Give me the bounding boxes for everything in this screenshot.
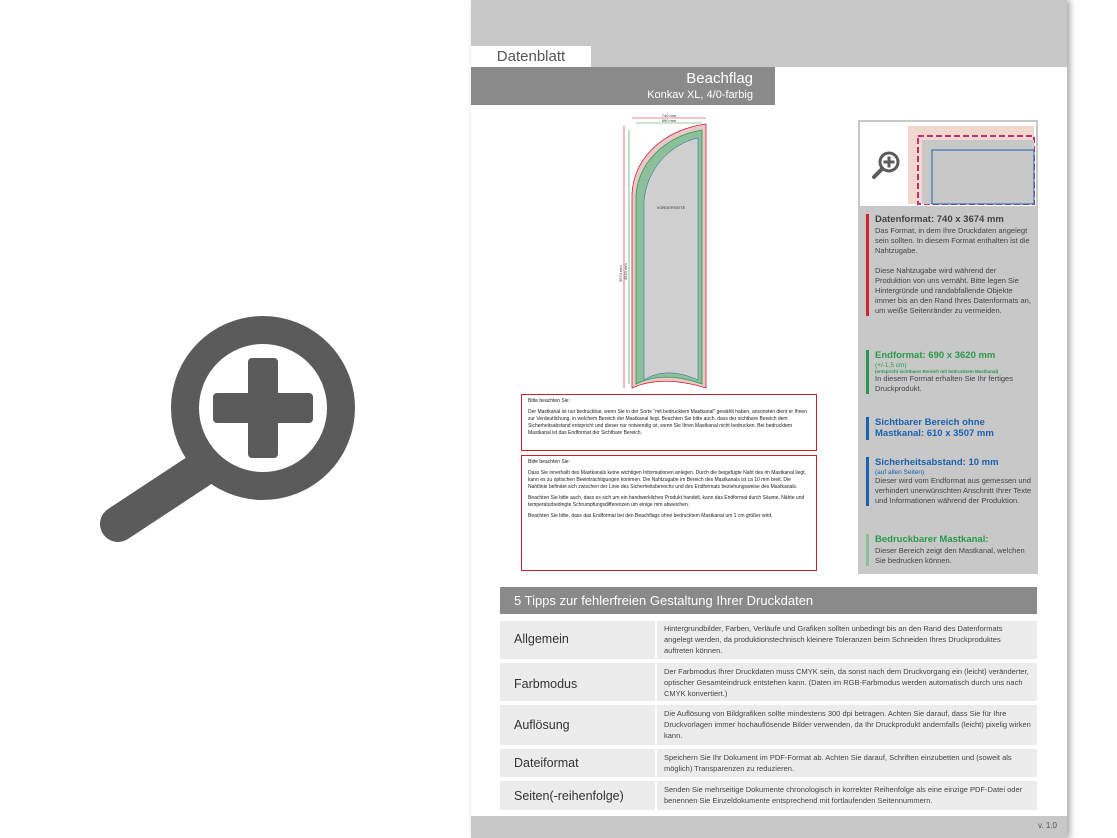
product-subtitle: Konkav XL, 4/0-farbig xyxy=(647,89,753,101)
tip-text: Der Farbmodus Ihrer Druckdaten muss CMYK sein, da sonst nach dem Druckvorgang ein (leicht) veränderter, optischer Gesamteindruck entstehen kann. (Daten im RGB-Farbmodus werden automatisch durch uns nach CMYK konvertiert.) xyxy=(664,667,1029,698)
legend-item-safety-margin xyxy=(866,457,1034,506)
product-title: Beachflag xyxy=(686,70,753,87)
legend-desc: In diesem Format erhalten Sie Ihr fertiges Druckprodukt. xyxy=(875,374,1013,393)
legend-title: Sichtbarer Bereich ohne Mastkanal: 610 x 3507 mm xyxy=(875,417,994,439)
header-band-right xyxy=(591,46,1067,67)
legend-title: Sicherheitsabstand: 10 mm xyxy=(875,457,999,468)
note-box-mast-channel xyxy=(521,394,817,451)
zoom-in-icon[interactable] xyxy=(88,290,388,550)
divider xyxy=(655,621,657,659)
divider xyxy=(655,705,657,745)
tip-row xyxy=(500,705,1037,745)
note-text: Der Mastkanal ist nur bedruckbar, wenn Sie in der Sorte "mit bedrucktem Mastkanal" gewählt haben, ansonsten dient er Ihnen zur Verdeutlichung, in welchem Bereich der Mastkanal liegt. Beachten Sie bitte auch, dass der sichtbare Bereich dem Sicherheitsabstand entspricht und dieser nur notwendig ist, wenn Sie Ihren Mastkanal nicht bedrucken. Bei bedrucktem Mastkanal ist das Endformat der Sichtbare Bereich. xyxy=(528,409,807,436)
legend-desc: Dieser wird vom Endformat aus gemessen und verhindert unerwünschten Anschnitt Ihrer Texte und Informationen während der Produktion. xyxy=(875,476,1032,505)
tip-row xyxy=(500,621,1037,659)
legend-title: Endformat: 690 x 3620 mm xyxy=(875,350,996,361)
legend-title: Bedruckbarer Mastkanal: xyxy=(875,534,989,545)
tips-heading: 5 Tipps zur fehlerfreien Gestaltung Ihrer Druckdaten xyxy=(500,587,1037,614)
legend-item-visible-area xyxy=(866,417,1034,440)
tip-text: Hintergrundbilder, Farben, Verläufe und Grafiken sollten unbedingt bis an den Rand des Datenformats angelegt werden, da produktionstechnisch kleinere Toleranzen beim Schneiden Ihres Druckproduktes auftreten können. xyxy=(664,624,1003,655)
legend-preview xyxy=(860,122,1036,206)
tip-label: Allgemein xyxy=(514,632,569,646)
legend-desc: Dieser Bereich zeigt den Mastkanal, welchen Sie bedrucken können. xyxy=(875,546,1025,565)
legend-title: Datenformat: 740 x 3674 mm xyxy=(875,214,1004,225)
note-box-seam xyxy=(521,455,817,571)
tip-row xyxy=(500,663,1037,701)
legend-desc: Das Format, in dem Ihre Druckdaten angelegt sein sollten. In diesem Format enthalten ist die Nahtzugabe. Diese Nahtzugabe wird während der Produktion von uns vernäht. Bitte legen Sie Hintergründe und randabfallende Objekte immer bis an den Rand Ihres Datenformats an, um weiße Seitenränder zu vermeiden. xyxy=(875,226,1031,315)
tip-label: Seiten(-reihenfolge) xyxy=(514,789,624,803)
title-bar xyxy=(471,67,775,105)
datasheet-tag: Datenblatt xyxy=(471,46,591,67)
note-text: Beachten Sie bitte auch, dass es sich um ein handwerkliches Produkt handelt, kann das Endformat durch Säume, Nähte und temperaturbedingte Schrumpfungsdifferenzen um einige mm abweichen. xyxy=(528,495,805,508)
flag-visible-area xyxy=(644,138,698,380)
version-label: v. 1.0 xyxy=(1038,821,1057,830)
note-text: Dass Sie innerhalb des Mastkanals keine wichtigen Informationen anlegen. Durch die beigefügte Naht des im Mastkanal liegt, kann es zu optischen Beeinträchtigungen kommen. Die Nahtzugabe im Bereich des Mastkanals ist ca 10 mm breit. Die Nahtlinie befindet sich zwischen der Linie des Sicherheitsbereichs und des Endformats beziehungsweise des Mastkanals. xyxy=(528,470,806,490)
tip-text: Speichern Sie Ihr Dokument im PDF-Format ab. Achten Sie darauf, Schriften einzubetten und (soweit als möglich) Transparenzen zu reduzieren. xyxy=(664,753,1012,773)
note-text: Beachten Sie bitte, dass das Endformat bei den Beachflags ohne bedrucktem Mastkanal um 1 cm größer wird. xyxy=(528,513,773,519)
tip-label: Dateiformat xyxy=(514,756,579,770)
divider xyxy=(655,663,657,701)
legend-item-data-format xyxy=(866,214,1034,316)
dim-height-inner-label: 3620 mm xyxy=(623,263,628,280)
note-text: Bitte beachten Sie: xyxy=(528,459,570,465)
legend-item-mast-channel xyxy=(866,534,1034,566)
dim-width-label: 740 mm xyxy=(661,113,677,118)
note-text: Bitte beachten Sie: xyxy=(528,398,570,404)
beachflag-diagram xyxy=(614,112,724,394)
datasheet-page xyxy=(471,0,1067,838)
tip-label: Auflösung xyxy=(514,718,570,732)
tip-row xyxy=(500,749,1037,777)
legend-sub: (+/-1,5 cm) xyxy=(875,362,907,369)
legend-sub2: (entspricht sichtbarer Bereich mit bedrucktem Mastkanal) xyxy=(875,369,999,374)
tip-text: Die Auflösung von Bildgrafiken sollte mindestens 300 dpi betragen. Achten Sie darauf, dass Sie für Ihre Druckvorlagen immer hochauflösende Bilder verwenden, da Ihr Druckprodukt andernfalls (leicht) pixelig wirken kann. xyxy=(664,709,1031,740)
dim-height-label: 3674 mm xyxy=(618,265,623,282)
divider xyxy=(655,749,657,777)
tip-label: Farbmodus xyxy=(514,677,578,691)
legend-sub: (auf allen Seiten) xyxy=(875,469,925,476)
footer-band xyxy=(471,816,1067,838)
flag-side-label: VORDERSEITE xyxy=(656,205,686,210)
legend-panel xyxy=(858,120,1038,574)
zoom-in-icon[interactable] xyxy=(870,149,902,181)
tip-text: Senden Sie mehrseitige Dokumente chronologisch in korrekter Reihenfolge als eine einzige PDF-Datei oder benennen Sie Einzeldokumente entsprechend mit fortlaufenden Seitennummern. xyxy=(664,785,1023,805)
dim-width-inner-label: 690 mm xyxy=(661,118,677,123)
legend-item-end-format xyxy=(866,350,1034,394)
divider xyxy=(655,781,657,810)
tip-row xyxy=(500,781,1037,810)
header-band xyxy=(471,0,1067,46)
